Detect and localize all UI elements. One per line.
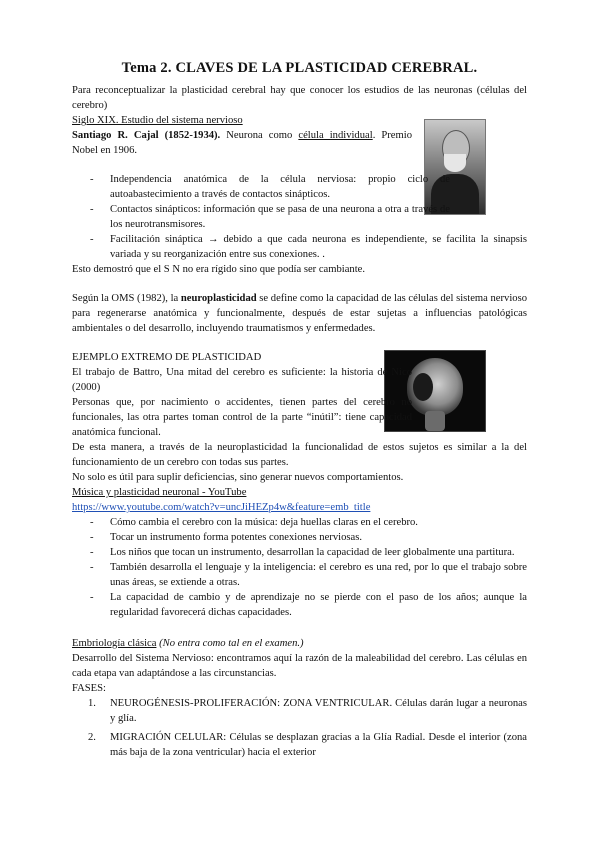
funcionalidad-paragraph: De esta manera, a través de la neuroplasticidad la funcionalidad de estos sujetos es similar a la del funcionamiento de un cerebro con todas sus partes. [72, 442, 527, 468]
list-item: - Cómo cambia el cerebro con la música: deja huellas claras en el cerebro. [72, 515, 527, 530]
list-item: - Facilitación sináptica → debido a que cada neurona es independiente, se facilita la sinapsis variada y su reorganización entre sus conexiones. . [72, 232, 527, 262]
intro-paragraph: Para reconceptualizar la plasticidad cerebral hay que conocer los estudios de las neuronas (células del cerebro) [72, 85, 527, 111]
list-item: - Independencia anatómica de la célula nerviosa: propio ciclo de autoabastecimiento a través de contactos sinápticos. [72, 172, 450, 202]
document-page [72, 60, 527, 764]
cajal-conclusion: Esto demostró que el S N no era rígido sino que podía ser cambiante. [72, 264, 366, 275]
list-item: - Contactos sinápticos: información que se pasa de una neurona a otra a través de los neurotransmisores. [72, 202, 450, 232]
phases-list [72, 696, 527, 760]
page-title: Tema 2. CLAVES DE LA PLASTICIDAD CEREBRAL. [121, 60, 478, 76]
cajal-bullet-list [72, 172, 527, 262]
video-title-link[interactable]: Música y plasticidad neuronal - YouTube [72, 487, 247, 498]
fases-label: FASES: [72, 683, 106, 694]
video-url-link[interactable]: https://www.youtube.com/watch?v=uncJiHEZp4w&feature=emb_title [72, 502, 371, 513]
personas-paragraph: Personas que, por nacimiento o accidentes, tienen partes del cerebro no funcionales, las otra partes toman control de la parte “inútil”: tiene capacidad anatómica funcional. [72, 397, 412, 438]
section-heading-ejemplo: EJEMPLO EXTREMO DE PLASTICIDAD [72, 352, 262, 363]
embriologia-heading: Embriología clásica (No entra como tal en el examen.) [72, 638, 304, 649]
list-item: - La capacidad de cambio y de aprendizaje no se pierde con el paso de los años; aunque la regularidad favorecerá dichas capacidades. [72, 590, 527, 620]
desarrollo-paragraph: Desarrollo del Sistema Nervioso: encontramos aquí la razón de la maleabilidad del cerebro. Las células en cada etapa van adaptándose a las circunstancias. [72, 653, 527, 679]
section-heading-siglo-xix: Siglo XIX. Estudio del sistema nervioso [72, 115, 243, 126]
oms-paragraph: Según la OMS (1982), la neuroplasticidad se define como la capacidad de las células del sistema nervioso para regenerarse anatómica y funcionalmente, después de estar sujetas a influencias patológicas ambientales o del desarrollo, incluyendo traumatismos y enfermedades. [72, 293, 527, 334]
list-item: - Los niños que tocan un instrumento, desarrollan la capacidad de leer globalmente una partitura. [72, 545, 527, 560]
list-item: 1. NEUROGÉNESIS-PROLIFERACIÓN: ZONA VENTRICULAR. Células darán lugar a neuronas y glía. [88, 698, 527, 724]
battro-paragraph: El trabajo de Battro, Una mitad del cerebro es suficiente: la historia de Nico (2000) [72, 367, 412, 393]
music-bullet-list [72, 515, 527, 620]
list-item: - Tocar un instrumento forma potentes conexiones nerviosas. [72, 530, 527, 545]
list-item: - También desarrolla el lenguaje y la inteligencia: el cerebro es una red, por lo que el trabajo sobre unas áreas, se extiende a otras. [72, 560, 527, 590]
list-item: 2. MIGRACIÓN CELULAR: Células se desplazan gracias a la Glía Radial. Desde el interior (zona más baja de la zona ventricular) hacia el exterior [88, 732, 527, 758]
cajal-paragraph: Santiago R. Cajal (1852-1934). Neurona como célula individual. Premio Nobel en 1906. [72, 130, 412, 156]
comportamientos-paragraph: No solo es útil para suplir deficiencias, sino generar nuevos comportamientos. [72, 472, 404, 483]
